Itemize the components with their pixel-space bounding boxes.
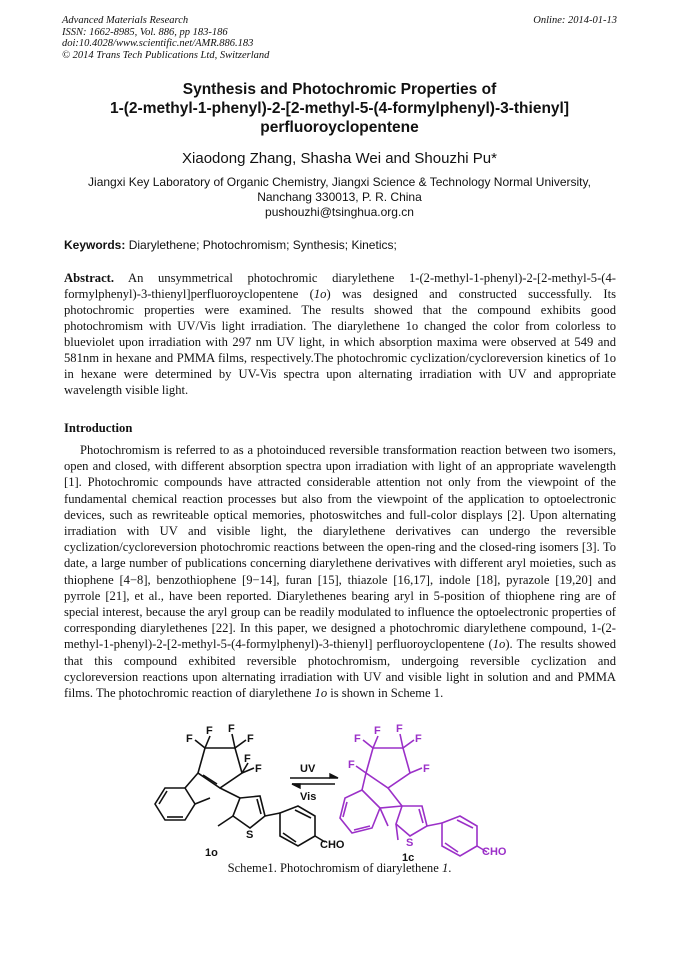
keywords-text: Diarylethene; Photochromism; Synthesis; Kinetics; [128,238,397,252]
bond [362,773,366,790]
copyright-line: © 2014 Trans Tech Publications Ltd, Switzerland [62,49,270,61]
title-line-1: Synthesis and Photochromic Properties of [182,81,497,98]
open-double-bond [203,775,217,784]
author-email: pushouzhi@tsinghua.org.cn [265,205,414,219]
vis-arrowhead [292,784,300,788]
abstract [64,270,616,398]
open-cyclopentene-ring [198,748,242,788]
vis-label: Vis [300,791,317,803]
bond [356,766,366,773]
closed-f-5: F [423,763,430,775]
open-sulfur: S [246,829,254,841]
title-line-3: perfluoroyclopentene [260,119,419,136]
bond [185,773,198,788]
reaction-arrows [290,774,338,788]
open-isomer-label: 1o [205,847,218,859]
bond [400,734,403,748]
closed-f-4: F [415,733,422,745]
open-isomer-structure [155,734,325,846]
open-f-4: F [247,733,254,745]
journal-header [62,15,617,61]
bond [220,788,240,798]
intro-text-3: is shown in Scheme 1. [327,686,444,701]
abstract-text-2: ) was designed and constructed successfully. Its photochromic properties were examined. The results showed that the compound exhibits good photochromism with UV/Vis light irradiation. The diarylethene 1o changed the color from colorless to blueviolet upon irradiation with 297 nm UV light, in which absorption maxima were observed at 549 and 581nm in hexane and PMMA films, respectively.The photochromic cyclization/cycloreversion kinetics of 1o in hexane were determined by UV-Vis spectra upon alternating irradiation with UV and appropriate wavelength visible light. [64,287,616,397]
open-f-1: F [186,733,193,745]
closed-isomer-atoms [348,723,507,858]
open-phenyl-ring [155,788,195,820]
intro-compound-1: 1o [492,637,506,652]
keywords-label: Keywords: [64,238,126,252]
online-date: Online: 2014-01-13 [533,15,617,26]
closed-cho: CHO [482,846,507,858]
closed-phenyl-ring [340,790,380,833]
closed-isomer-label: 1c [402,852,415,864]
bond [257,799,261,814]
bond [419,809,423,823]
affiliation [62,175,617,220]
bond [457,820,473,828]
methyl-bond [218,816,233,826]
bond [388,788,402,806]
caption-end: . [448,861,452,875]
methyl-bond [195,798,210,804]
title-line-2: 1-(2-methyl-1-phenyl)-2-[2-methyl-5-(4-formylphenyl)-3-thienyl] [109,100,569,117]
open-cho: CHO [320,839,345,851]
doi-line: doi:10.4028/www.scientific.net/AMR.886.183 [62,38,254,49]
bond [205,736,210,748]
bond [295,810,311,818]
author-list: Xiaodong Zhang, Shasha Wei and Shouzhi Pu* [182,150,497,167]
closed-isomer-structure [340,734,487,856]
closed-f-3: F [396,723,403,735]
bond [410,768,422,773]
closed-f-1: F [354,733,361,745]
bond [403,740,414,748]
journal-name: Advanced Materials Research [62,15,189,26]
bond [159,791,167,804]
bond [265,813,280,816]
intro-text-1: Photochromism is referred to as a photoinduced reversible transformation reaction between two isomers, open and closed, with different absorption spectra upon irradiation with light of an appropriate wavelength [1]. Photochromic compounds have attracted considerable attention not only from the viewpoint of the fundamental chemical reaction processes but also from the viewpoint of the application to optoelectronic devices, such as rewriteable optical memories, photoswitches and full-color displays [2]. Upon alternating irradiation with UV and visible light, the diarylethene derivatives can undergo the reversible cyclization/cycloreversion photochromic reactions between the open-ring and the closed-ring isomers [3]. To date, a large number of publications concerning diarylethene derivatives with different aryl moieties, such as thiophene [4−8], benzothiophene [9−14], furan [15], thiazole [16,17], indole [18], pyrazole [19,20] and pyrrole [21], et al., have been reported. Diarylethenes bearing aryl in 5-position of thiophene ring are of special interest, because the aryl group can be readily modulated to influence the optoelectronic properties of corresponding diarylethenes [22]. In this paper, we designed a photochromic diarylethene compound, 1-(2-methyl-1-phenyl)-2-[2-methyl-5-(4-formylphenyl)-3-thienyl] perfluoroyclopentene ( [64,443,616,652]
closed-cyclopentene-ring [366,748,410,788]
affiliation-line-1: Jiangxi Key Laboratory of Organic Chemistry, Jiangxi Science & Technology Normal University, [88,175,591,189]
open-f-5: F [255,763,262,775]
keywords [64,238,616,252]
bond [363,740,373,748]
abstract-compound: 1o [313,287,327,301]
intro-text-2: ). The results showed that this compound exhibited reversible photochromism, undergoing reversible cyclization and cycloreversion reactions upon alternating irradiation with UV and visible light in solution and and PMMA films. The photochromic reaction of diarylethene [64,637,616,701]
open-isomer-atoms [186,723,345,859]
bond [427,823,442,826]
open-f-3: F [228,723,235,735]
issn-line: ISSN: 1662-8985, Vol. 886, pp 183-186 [62,26,228,38]
closed-f-2: F [374,725,381,737]
open-f-2: F [206,725,213,737]
bond [380,806,402,808]
bond [232,734,235,748]
caption-compound: 1 [441,861,449,875]
uv-arrowhead [330,774,338,778]
bond [373,736,378,748]
intro-compound-2: 1o [314,686,328,701]
scheme-caption [62,861,617,876]
scheme-1-figure [140,718,540,868]
open-f-6: F [244,753,251,765]
abstract-text-1: An unsymmetrical photochromic diarylethene 1-(2-methyl-1-phenyl)-2-[2-methyl-5-(4-formylphenyl)-3-thienyl]perfluoroyclopentene ( [64,271,616,301]
introduction-paragraph [64,442,616,701]
paper-title [62,80,617,137]
closed-sulfur: S [406,837,414,849]
methyl-bond [380,808,388,826]
uv-label: UV [300,763,316,775]
affiliation-line-2: Nanchang 330013, P. R. China [257,190,422,204]
bond [195,740,205,748]
caption-text: Scheme1. Photochromism of diarylethene [227,861,442,875]
closed-f-6: F [348,759,355,771]
section-heading-introduction: Introduction [64,421,133,435]
abstract-label: Abstract. [64,271,115,285]
bond [235,740,246,748]
